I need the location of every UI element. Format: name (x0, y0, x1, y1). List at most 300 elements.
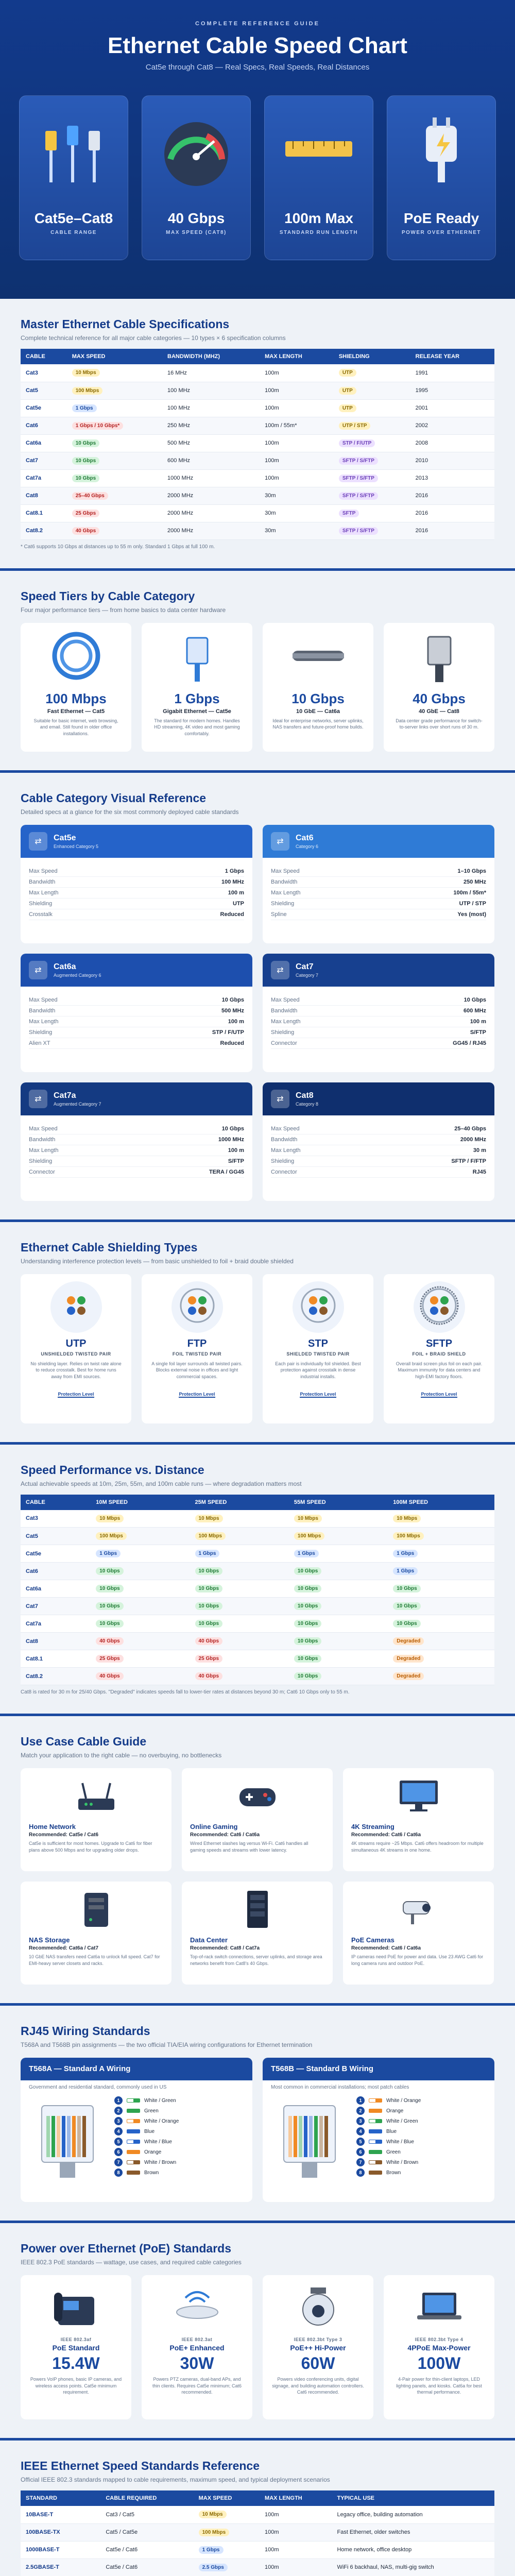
category-subtitle: Category 7 (296, 972, 319, 978)
spec-value: 100 m (228, 1147, 244, 1154)
wire-color-swatch (127, 2160, 140, 2164)
spec-column (29, 1124, 244, 1178)
poe-device-image (263, 2282, 373, 2334)
tier-name: 10 GbE — Cat6a (296, 708, 340, 715)
table-cell (67, 522, 162, 539)
table-cell: Cat7 (21, 1598, 91, 1615)
use-case-description: Top-of-rack switch connections, server uplinks, and storage area networks benefit from Cat8's 40 Gbps. (190, 1954, 322, 1966)
speed-badge: 10 Gbps (294, 1655, 321, 1663)
speedometer-icon (155, 110, 237, 190)
tier-name: Fast Ethernet — Cat5 (47, 708, 105, 715)
pin-row (114, 2147, 244, 2157)
use-case-image (351, 1775, 486, 1819)
poe-wattage: 100W (417, 2354, 461, 2372)
spec-label: Crosstalk (29, 911, 53, 918)
poe-wattage: 30W (180, 2354, 214, 2372)
table-cell: Cat5e (21, 399, 67, 417)
table-row (21, 1615, 494, 1633)
table-cell: 2016 (410, 522, 494, 539)
hero-card-label: CABLE RANGE (50, 230, 97, 235)
pin-number: 1 (114, 2096, 123, 2105)
spec-value: 30 m (473, 1147, 486, 1154)
wire-color-name: White / Blue (386, 2139, 414, 2145)
use-case-description: Wired Ethernet slashes lag versus Wi-Fi. Cat6 handles all gaming speeds and streams with lower latency. (190, 1841, 308, 1853)
category-heading (54, 1091, 101, 1107)
speed-badge: 10 Gbps (72, 457, 99, 465)
speed-badge: 10 Gbps (294, 1637, 321, 1645)
wire-color-name: Blue (144, 2128, 155, 2134)
tier-image (164, 629, 231, 686)
table-cell: 100m / 55m* (260, 417, 334, 434)
table-cell: 100 MHz (162, 382, 260, 399)
spec-row (271, 1027, 486, 1038)
speed-badge: 10 Mbps (195, 1515, 223, 1522)
speed-badge: 10 Gbps (393, 1585, 420, 1592)
table-cell (91, 1528, 190, 1545)
table-cell (91, 1615, 190, 1633)
table-cell (388, 1510, 494, 1528)
pin-row (356, 2137, 486, 2147)
protection-level-label: Protection Level (58, 1391, 94, 1397)
use-case-recommendation: Recommended: Cat8 / Cat7a (190, 1945, 260, 1951)
speed-badge: 25–40 Gbps (72, 492, 108, 500)
speed-badge: 100 Mbps (96, 1532, 127, 1540)
table-cell (67, 364, 162, 382)
spec-row (29, 1016, 244, 1027)
speed-badge: 10 Mbps (393, 1515, 421, 1522)
wire-color-name: White / Orange (144, 2118, 179, 2124)
spec-label: Shielding (29, 900, 53, 907)
tier-speed: 100 Mbps (45, 690, 107, 706)
table-cell: 100m (260, 2506, 332, 2523)
use-case-name: PoE Cameras (351, 1936, 394, 1944)
speed-badge: 40 Gbps (195, 1672, 222, 1680)
category-spec-list (263, 858, 494, 920)
column-header: 25M SPEED (190, 1495, 289, 1510)
table-row (21, 522, 494, 539)
column-header: MAX SPEED (67, 349, 162, 364)
speed-badge: 10 Mbps (294, 1515, 322, 1522)
wire-color-name: White / Green (144, 2097, 176, 2104)
spec-row (29, 1145, 244, 1156)
table-cell (190, 1580, 289, 1598)
shield-full-name: FOIL TWISTED PAIR (172, 1351, 222, 1357)
spec-value: Reduced (220, 911, 244, 918)
shielding-card (21, 1274, 131, 1423)
spec-column (29, 866, 244, 920)
section-divider (0, 1219, 515, 1222)
spec-value: 1000 MHz (218, 1136, 244, 1143)
pin-row (114, 2137, 244, 2147)
pin-number: 8 (356, 2168, 365, 2177)
table-cell: 2008 (410, 434, 494, 452)
table-cell: 2000 MHz (162, 487, 260, 504)
tier-description: The standard for modern homes. Handles HD streaming, 4K video and most gaming comfortably. (154, 718, 240, 736)
spec-value: TERA / GG45 (209, 1168, 244, 1175)
spec-row (29, 1027, 244, 1038)
shield-diagram (293, 1281, 344, 1333)
spec-label: Connector (271, 1040, 297, 1046)
category-spec-list (21, 858, 252, 920)
table-cell: 100BASE-TX (21, 2523, 100, 2541)
speed-badge: 10 Gbps (393, 1602, 420, 1610)
category-spec-list (263, 987, 494, 1049)
speed-badge: 1 Gbps (195, 1550, 220, 1557)
table-cell (388, 1668, 494, 1685)
category-card (21, 1082, 252, 1201)
table-cell (334, 452, 410, 469)
spec-row (29, 888, 244, 899)
spec-value: 100 m (228, 1018, 244, 1025)
table-cell (388, 1563, 494, 1580)
wire-color-name: Orange (144, 2149, 162, 2155)
spec-row (271, 1167, 486, 1178)
spec-value: 10 Gbps (464, 996, 486, 1003)
hero-card-label: STANDARD RUN LENGTH (279, 230, 358, 235)
table-cell: Cat6 (21, 1563, 91, 1580)
poe-title: Power over Ethernet (PoE) Standards (21, 2242, 231, 2255)
section-divider (0, 2438, 515, 2441)
wire-color-name: Brown (144, 2170, 159, 2176)
access-point-icon (169, 2281, 226, 2335)
table-cell: 100m (260, 434, 334, 452)
wire-color-name: White / Brown (144, 2159, 177, 2165)
table-cell: WiFi 6 backhaul, NAS, multi-gig switch (332, 2558, 494, 2576)
category-card-grid (21, 825, 494, 1201)
shielding-card (263, 1274, 373, 1423)
table-cell (289, 1598, 388, 1615)
hero-card-value: Cat5e–Cat8 (34, 210, 113, 226)
use-case-image (29, 1889, 163, 1932)
spec-row (271, 1145, 486, 1156)
use-case-description: Cat5e is sufficient for most homes. Upgrade to Cat6 for fiber plans above 500 Mbps and for upgrading older drops. (29, 1841, 152, 1853)
column-header: MAX SPEED (194, 2490, 260, 2506)
speed-badge: SFTP / S/FTP (339, 492, 378, 500)
table-cell (334, 522, 410, 539)
category-heading (296, 1091, 318, 1107)
cable-chip-icon: ⇄ (29, 1090, 47, 1108)
spec-label: Bandwidth (271, 1007, 298, 1014)
tier-name: 40 GbE — Cat8 (419, 708, 459, 715)
table-cell (334, 399, 410, 417)
speed-tier-row (21, 623, 494, 752)
table-cell: Cat6a (21, 1580, 91, 1598)
game-controller-icon (234, 1775, 281, 1819)
category-spec-list (263, 1115, 494, 1178)
hero-card-label: POWER OVER ETHERNET (401, 230, 482, 235)
pin-number: 2 (356, 2107, 365, 2115)
table-cell: Cat6 (21, 417, 67, 434)
table-cell (91, 1580, 190, 1598)
speed-badge: 25 Gbps (195, 1655, 222, 1663)
table-cell: 2001 (410, 399, 494, 417)
pin-row (114, 2157, 244, 2167)
speed-tier-card (142, 623, 252, 752)
table-cell: 600 MHz (162, 452, 260, 469)
column-header: CABLE (21, 1495, 91, 1510)
table-row (21, 1528, 494, 1545)
security-camera-icon (396, 1889, 442, 1933)
pin-number: 2 (114, 2107, 123, 2115)
spec-value: S/FTP (228, 1158, 244, 1164)
column-header: 55M SPEED (289, 1495, 388, 1510)
speed-badge: UTP (339, 369, 356, 377)
spec-label: Shielding (29, 1158, 53, 1164)
spec-value: 500 MHz (221, 1007, 244, 1014)
pin-row (356, 2126, 486, 2137)
use-case-recommendation: Recommended: Cat6 / Cat6a (351, 1832, 421, 1838)
spec-label: Max Length (29, 1147, 59, 1154)
poe-description: Powers video conferencing units, digital signage, and building automation controllers. Cat6 recommended. (272, 2377, 364, 2395)
spec-row (271, 888, 486, 899)
speed-badge: SFTP / S/FTP (339, 527, 378, 535)
speed-badge: 10 Mbps (72, 369, 100, 377)
table-cell: Cat5e (21, 1545, 91, 1563)
shielding-title: Ethernet Cable Shielding Types (21, 1240, 198, 1254)
table-cell: Cat5 (21, 1528, 91, 1545)
pin-number: 7 (356, 2158, 365, 2166)
poe-name: PoE++ Hi-Power (290, 2344, 346, 2352)
table-cell (194, 2523, 260, 2541)
table-cell (388, 1650, 494, 1668)
poe-wattage: 60W (301, 2354, 335, 2372)
table-row (21, 1633, 494, 1650)
use-case-card (182, 1768, 333, 1871)
table-cell (388, 1598, 494, 1615)
section-divider (0, 2221, 515, 2223)
use-case-recommendation: Recommended: Cat5e / Cat6 (29, 1832, 99, 1838)
wire-color-swatch (369, 2098, 382, 2103)
wire-color-swatch (127, 2109, 140, 2113)
spec-label: Max Speed (29, 1125, 58, 1132)
speed-badge: 10 Gbps (72, 439, 99, 447)
spec-row (29, 1038, 244, 1049)
table-cell: 100m (260, 2523, 332, 2541)
table-cell (194, 2541, 260, 2558)
poe-device-image (21, 2282, 131, 2334)
table-cell: Cat8 (21, 487, 67, 504)
spec-label: Connector (271, 1168, 297, 1175)
coiled-cable-icon (45, 628, 107, 687)
spec-value: UTP (233, 900, 244, 907)
speed-badge: 10 Gbps (294, 1585, 321, 1592)
shield-description: Overall braid screen plus foil on each pair. Maximum immunity for data centers and high-EMI factory floors. (396, 1361, 483, 1379)
monitor-icon (396, 1775, 442, 1819)
table-cell: 100m (260, 364, 334, 382)
spec-column (271, 866, 486, 920)
speed-badge: 10 Gbps (96, 1620, 123, 1628)
hero-card-art (20, 96, 128, 204)
shield-full-name: SHIELDED TWISTED PAIR (286, 1351, 350, 1357)
table-cell: Legacy office, building automation (332, 2506, 494, 2523)
spec-column (29, 995, 244, 1049)
table-cell: 1000BASE-T (21, 2541, 100, 2558)
rj45-subtitle: T568A and T568B pin assignments — the two official TIA/EIA wiring configurations for Ethernet termination (21, 2041, 313, 2048)
table-cell: Cat8.1 (21, 1650, 91, 1668)
spec-value: 100 m (470, 1018, 486, 1025)
category-name: Cat6 (296, 833, 314, 842)
table-cell: 10BASE-T (21, 2506, 100, 2523)
speed-badge: SFTP / S/FTP (339, 457, 378, 465)
column-header: CABLE (21, 349, 67, 364)
table-cell: 2000 MHz (162, 522, 260, 539)
wire-color-swatch (369, 2119, 382, 2123)
table-cell: 1995 (410, 382, 494, 399)
speed-badge: 100 Mbps (195, 1532, 226, 1540)
pin-number: 8 (114, 2168, 123, 2177)
spec-value: S/FTP (470, 1029, 486, 1036)
wiring-standard-title: T568B — Standard B Wiring (263, 2058, 494, 2080)
table-cell: 2002 (410, 417, 494, 434)
table-cell: Cat5 (21, 382, 67, 399)
poe-description: Powers VoIP phones, basic IP cameras, and wireless access points. Cat5e minimum requirement. (30, 2377, 122, 2395)
spec-value: 2000 MHz (460, 1136, 486, 1143)
category-card-header (21, 825, 252, 858)
category-card (263, 954, 494, 1072)
table-row (21, 364, 494, 382)
category-subtitle: Augmented Category 6 (54, 972, 101, 978)
spec-label: Shielding (29, 1029, 53, 1036)
table-cell: 100m (260, 452, 334, 469)
tier-speed: 40 Gbps (413, 690, 466, 706)
speed-badge: 10 Gbps (96, 1585, 123, 1592)
page-title: Ethernet Cable Speed Chart (108, 33, 407, 58)
use-case-card (182, 1882, 333, 1985)
ptz-camera-icon (290, 2281, 347, 2335)
spec-value: 250 MHz (463, 878, 486, 885)
poe-standard-id: IEEE 802.3at (181, 2337, 213, 2342)
spec-row (271, 1016, 486, 1027)
pin-row (356, 2116, 486, 2126)
cable-chip-icon: ⇄ (29, 832, 47, 851)
tier-description: Ideal for enterprise networks, server uplinks, NAS transfers and future-proof home builds. (272, 718, 364, 730)
table-row (21, 1598, 494, 1615)
shield-diagram (171, 1281, 223, 1333)
category-card-header (263, 1082, 494, 1115)
table-cell (388, 1615, 494, 1633)
category-heading (296, 962, 318, 978)
spec-label: Shielding (271, 1158, 295, 1164)
poe-standard-card (263, 2275, 373, 2419)
spec-row (29, 866, 244, 877)
spec-value: Yes (most) (457, 911, 486, 918)
use-case-name: Online Gaming (190, 1823, 238, 1831)
tier-description: Data center grade performance for switch-to-server links over short runs of 30 m. (396, 718, 483, 730)
table-cell (194, 2506, 260, 2523)
category-heading (54, 834, 98, 849)
table-row (21, 417, 494, 434)
wire-color-swatch (127, 2171, 140, 2175)
spec-value: UTP / STP (459, 900, 486, 907)
spec-label: Max Speed (271, 1125, 300, 1132)
spec-value: 1–10 Gbps (457, 868, 486, 874)
spec-value: GG45 / RJ45 (453, 1040, 486, 1046)
speed-badge: 100 Mbps (294, 1532, 325, 1540)
table-cell (190, 1528, 289, 1545)
wiring-standard-card (263, 2058, 494, 2202)
use-case-description: 10 GbE NAS transfers need Cat6a to unlock full speed. Cat7 for EMI-heavy server closets and racks. (29, 1954, 160, 1966)
table-cell: Cat3 (21, 1510, 91, 1528)
table-cell (67, 434, 162, 452)
speed-badge: 1 Gbps (199, 2546, 224, 2554)
section-divider (0, 1442, 515, 1445)
pin-row (114, 2116, 244, 2126)
category-card (21, 954, 252, 1072)
tier-image (406, 629, 473, 686)
pin-list (356, 2095, 486, 2183)
shielding-card-row (21, 1274, 494, 1423)
use-case-image (190, 1889, 324, 1932)
hero-card-art (387, 96, 495, 204)
speed-badge: UTP / STP (339, 422, 371, 430)
table-cell: Cat8.1 (21, 504, 67, 522)
spec-value: 10 Gbps (221, 996, 244, 1003)
wire-color-name: White / Orange (386, 2097, 421, 2104)
poe-standard-card (21, 2275, 131, 2419)
table-cell (190, 1633, 289, 1650)
speed-badge: SFTP / S/FTP (339, 474, 378, 482)
speed-badge: 1 Gbps (393, 1567, 418, 1575)
speed-badge: STP / F/UTP (339, 439, 375, 447)
table-cell (289, 1580, 388, 1598)
table-cell: Cat3 / Cat5 (100, 2506, 193, 2523)
table-cell: 2000 MHz (162, 504, 260, 522)
column-header: TYPICAL USE (332, 2490, 494, 2506)
wire-color-name: Green (386, 2149, 401, 2155)
nas-drive-icon (73, 1889, 119, 1933)
spec-value: SFTP / F/FTP (451, 1158, 486, 1164)
table-cell (91, 1598, 190, 1615)
use-case-recommendation: Recommended: Cat6 / Cat6a (190, 1832, 260, 1838)
table-cell: Cat7a (21, 469, 67, 487)
pin-row (356, 2157, 486, 2167)
tiers-subtitle: Four major performance tiers — from home basics to data center hardware (21, 606, 226, 614)
pin-row (356, 2147, 486, 2157)
rj45-connector-icon (166, 628, 228, 687)
table-cell (190, 1545, 289, 1563)
category-spec-list (21, 1115, 252, 1178)
table-cell: 16 MHz (162, 364, 260, 382)
shield-description: No shielding layer. Relies on twist rate alone to reduce crosstalk. Best for home runs away from EMI sources. (30, 1361, 122, 1379)
spec-row (271, 909, 486, 920)
spec-row (271, 1124, 486, 1134)
speed-badge: 1 Gbps (294, 1550, 319, 1557)
table-cell (334, 382, 410, 399)
wiring-standard-card (21, 2058, 252, 2202)
spec-row (29, 1124, 244, 1134)
use-case-name: Home Network (29, 1823, 76, 1831)
use-case-name: NAS Storage (29, 1936, 70, 1944)
tiers-title: Speed Tiers by Cable Category (21, 589, 195, 603)
category-subtitle: Category 8 (296, 1101, 319, 1107)
spec-label: Max Length (271, 1147, 301, 1154)
table-cell: 2010 (410, 452, 494, 469)
shield-type: UTP (65, 1337, 87, 1349)
speed-badge: 10 Gbps (96, 1602, 123, 1610)
spec-label: Max Length (271, 889, 301, 896)
protection-level-label: Protection Level (421, 1391, 457, 1397)
shield-type: SFTP (425, 1337, 453, 1349)
poe-card-row (21, 2275, 494, 2419)
table-row (21, 1563, 494, 1580)
table-cell: 30m (260, 504, 334, 522)
spec-label: Max Speed (271, 868, 300, 874)
table-cell (289, 1528, 388, 1545)
spec-value: 1 Gbps (225, 868, 244, 874)
speed-badge: 100 Mbps (72, 387, 103, 395)
server-rack-icon (234, 1889, 281, 1933)
shield-description: A single foil layer surrounds all twisted pairs. Blocks external noise in offices and light commercial spaces. (151, 1361, 243, 1379)
